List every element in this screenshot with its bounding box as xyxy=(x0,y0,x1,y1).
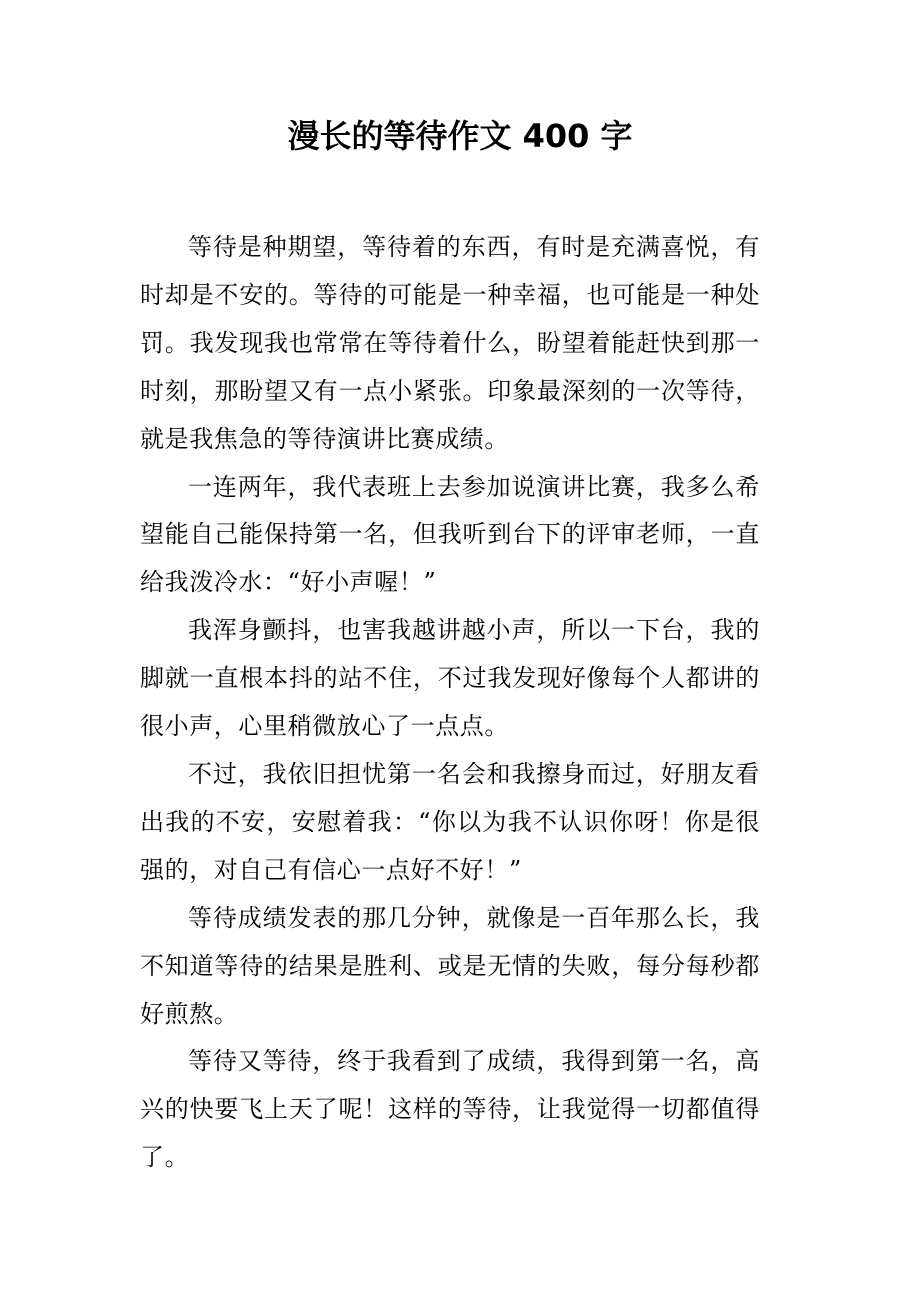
paragraph: 我浑身颤抖，也害我越讲越小声，所以一下台，我的脚就一直根本抖的站不住，不过我发现好像每个人都讲的很小声，心里稍微放心了一点点。 xyxy=(140,616,760,741)
essay-body xyxy=(140,224,760,1182)
paragraph: 等待是种期望，等待着的东西，有时是充满喜悦，有时却是不安的。等待的可能是一种幸福，也可能是一种处罚。我发现我也常常在等待着什么，盼望着能赶快到那一时刻，那盼望又有一点小紧张。印象最深刻的一次等待，就是我焦急的等待演讲比赛成绩。 xyxy=(140,233,760,453)
paragraph: 不过，我依旧担忧第一名会和我擦身而过，好朋友看出我的不安，安慰着我：“你以为我不认识你呀！你是很强的，对自己有信心一点好不好！” xyxy=(140,759,760,884)
paragraph: 等待又等待，终于我看到了成绩，我得到第一名，高兴的快要飞上天了呢！这样的等待，让我觉得一切都值得了。 xyxy=(140,1047,760,1172)
paragraph: 一连两年，我代表班上去参加说演讲比赛，我多么希望能自己能保持第一名，但我听到台下的评审老师，一直给我泼冷水：“好小声喔！” xyxy=(140,472,760,597)
paragraph: 等待成绩发表的那几分钟，就像是一百年那么长，我不知道等待的结果是胜利、或是无情的失败，每分每秒都好煎熬。 xyxy=(140,903,760,1028)
document-title: 漫长的等待作文 400 字 xyxy=(287,117,633,155)
